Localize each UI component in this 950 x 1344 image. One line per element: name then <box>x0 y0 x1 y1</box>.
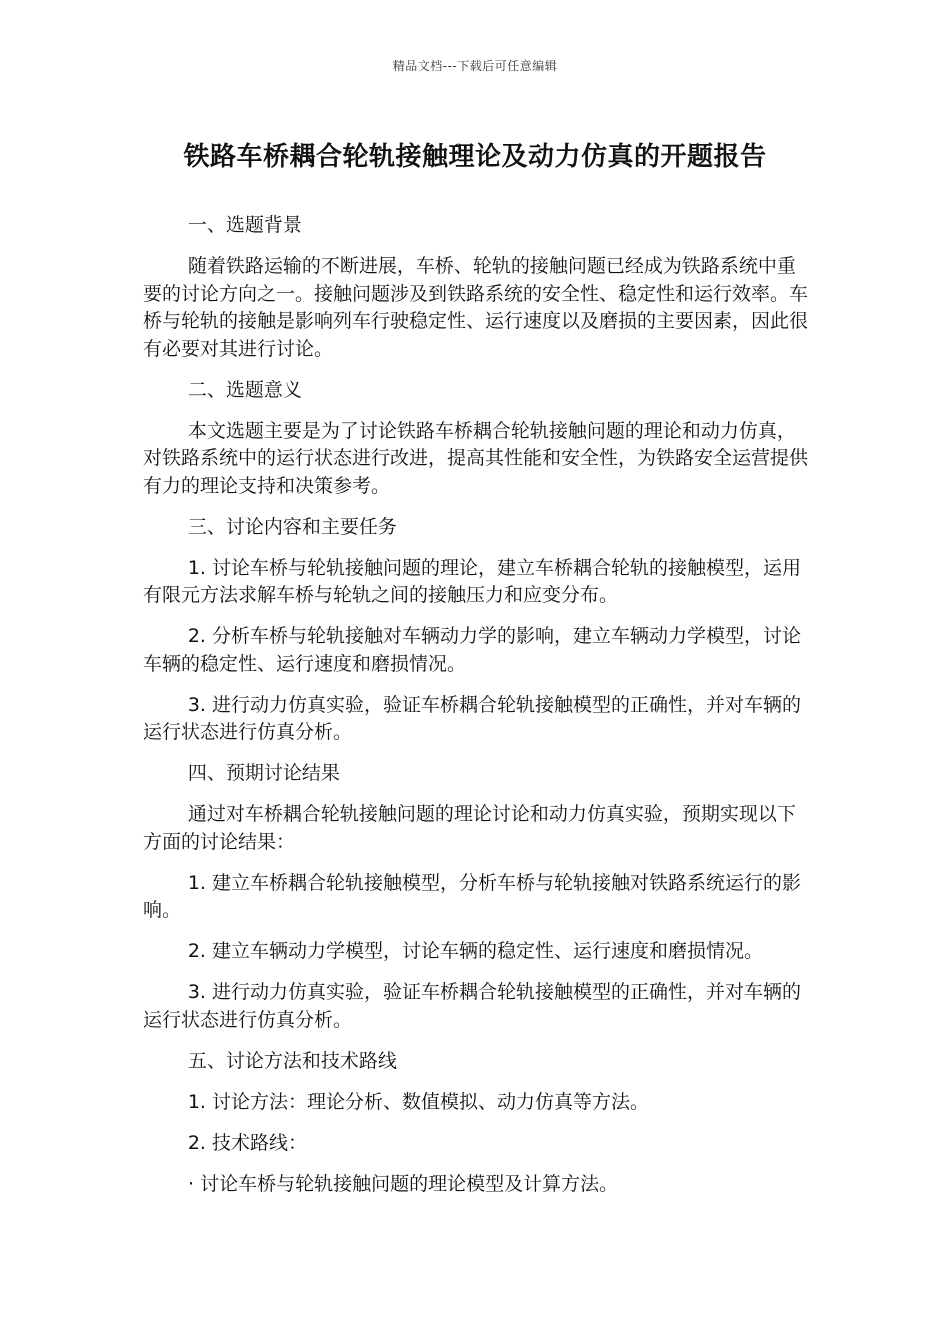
result-item-1: 1. 建立车桥耦合轮轨接触模型，分析车桥与轮轨接触对铁路系统运行的影响。 <box>143 871 801 921</box>
paragraph-expected-results: 通过对车桥耦合轮轨接触问题的理论讨论和动力仿真实验，预期实现以下方面的讨论结果： <box>143 803 796 853</box>
section-heading-background: 一、选题背景 <box>187 214 302 236</box>
header-note: 精品文档---下载后可任意编辑 <box>392 59 558 73</box>
document-body <box>143 212 811 1212</box>
section-heading-content-tasks: 三、讨论内容和主要任务 <box>187 515 397 538</box>
result-item-3: 3. 进行动力仿真实验，验证车桥耦合轮轨接触模型的正确性，并对车辆的运行状态进行仿真分析。 <box>143 981 801 1031</box>
task-item-2: 2. 分析车桥与轮轨接触对车辆动力学的影响，建立车辆动力学模型，讨论车辆的稳定性、运行速度和磨损情况。 <box>143 625 801 675</box>
paragraph-background: 随着铁路运输的不断进展，车桥、轮轨的接触问题已经成为铁路系统中重要的讨论方向之一。接触问题涉及到铁路系统的安全性、稳定性和运行效率。车桥与轮轨的接触是影响列车行驶稳定性、运行速度以及磨损的主要因素，因此很有必要对其进行讨论。 <box>143 255 809 360</box>
document-title: 铁路车桥耦合轮轨接触理论及动力仿真的开题报告 <box>183 142 767 172</box>
section-heading-methods-route: 五、讨论方法和技术路线 <box>187 1049 397 1072</box>
route-bullet-1: · 讨论车桥与轮轨接触问题的理论模型及计算方法。 <box>188 1172 619 1195</box>
section-heading-expected-results: 四、预期讨论结果 <box>187 762 340 784</box>
task-item-1: 1. 讨论车桥与轮轨接触问题的理论，建立车桥耦合轮轨的接触模型，运用有限元方法求解车桥与轮轨之间的接触压力和应变分布。 <box>143 556 801 606</box>
section-heading-significance: 二、选题意义 <box>187 378 302 401</box>
method-item-1: 1. 讨论方法：理论分析、数值模拟、动力仿真等方法。 <box>187 1090 649 1113</box>
method-item-2: 2. 技术路线： <box>187 1131 307 1154</box>
result-item-2: 2. 建立车辆动力学模型，讨论车辆的稳定性、运行速度和磨损情况。 <box>187 940 763 962</box>
task-item-3: 3. 进行动力仿真实验，验证车桥耦合轮轨接触模型的正确性，并对车辆的运行状态进行仿真分析。 <box>143 693 801 743</box>
paragraph-significance: 本文选题主要是为了讨论铁路车桥耦合轮轨接触问题的理论和动力仿真，对铁路系统中的运行状态进行改进，提高其性能和安全性，为铁路安全运营提供有力的理论支持和决策参考。 <box>143 419 809 497</box>
